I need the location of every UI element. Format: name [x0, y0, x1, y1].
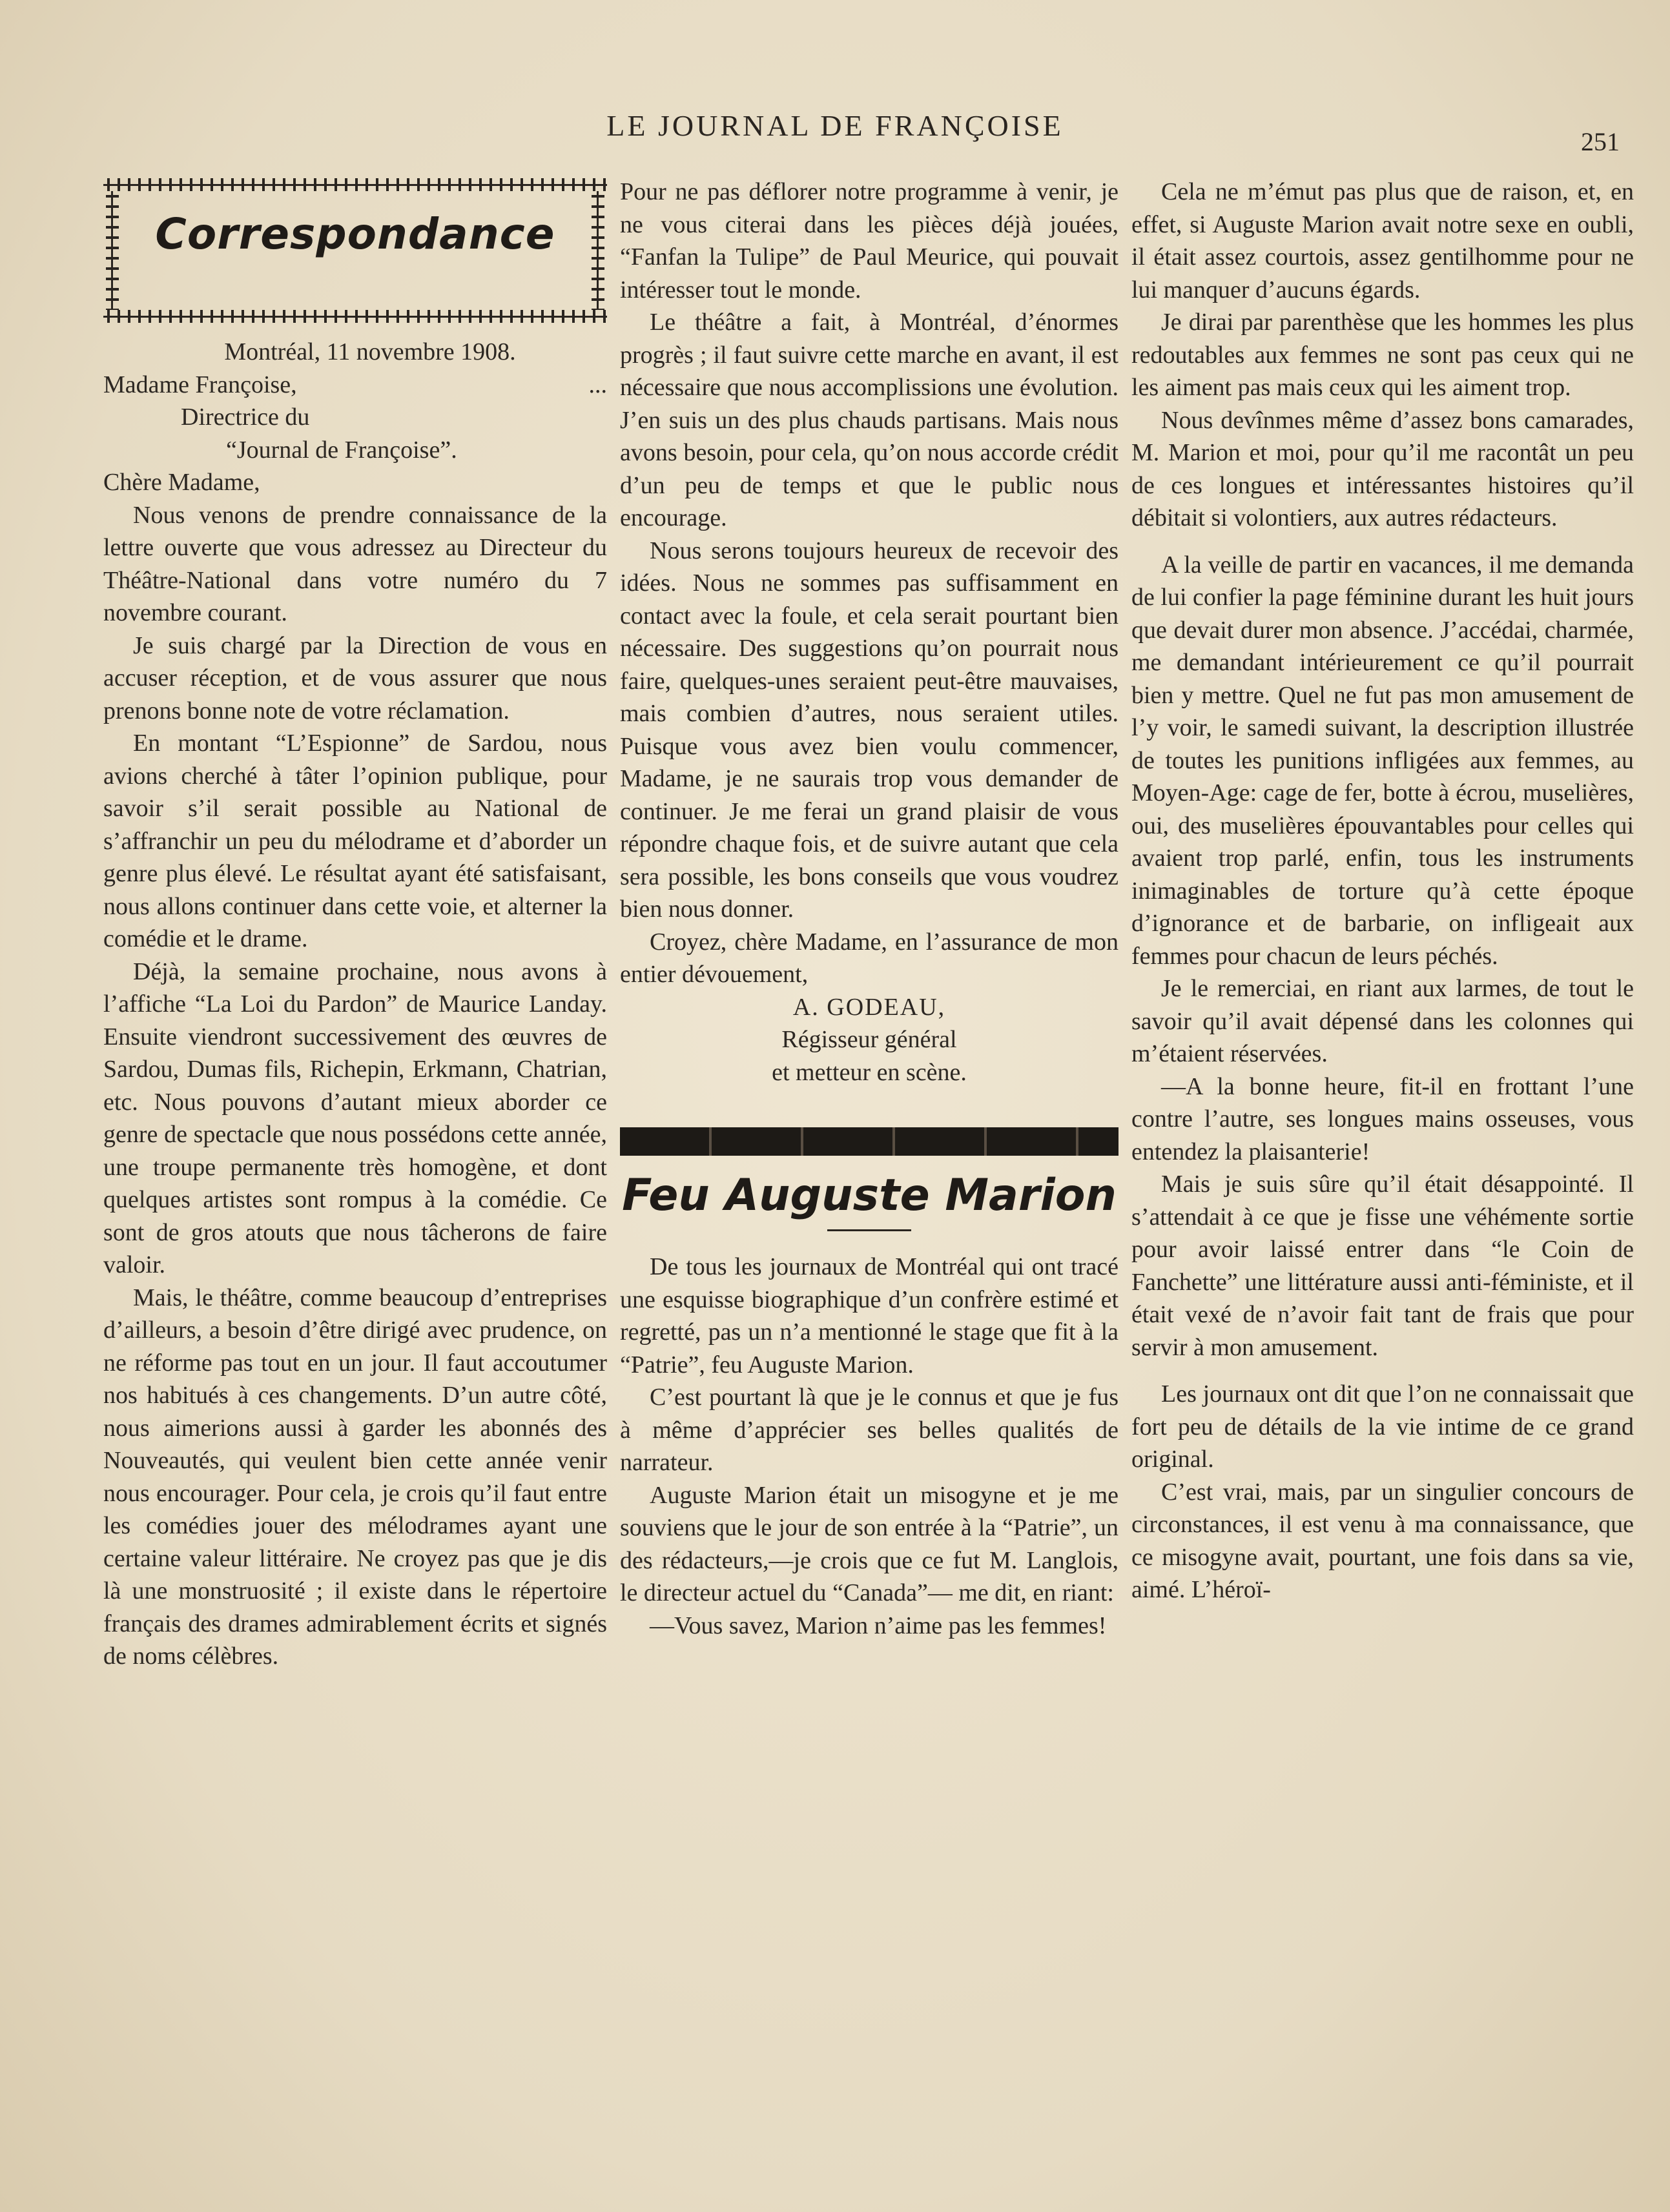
letter-paragraph: Mais, le théâtre, comme beaucoup d’entreprises d’ailleurs, a besoin d’être dirigé avec prudence, on ne réforme pas tout en un jour. Il faut accoutumer nos habitués à ces changements. D’un autre côté, nous aimerions aussi à garder les abonnés des Nouveautés, qui veulent bien cette année venir nous encourager. Pour cela, je crois qu’il faut entre les comédies jouer des mélodrames ayant une certaine valeur littéraire. Ne croyez pas que je dis là une monstruosité ; il existe dans le répertoire français des drames admirablement écrits et signés de noms célèbres. — [103, 1284, 607, 1670]
article-paragraph: Je le remerciai, en riant aux larmes, de tout le savoir qu’il avait dépensé dans les colonnes qui m’étaient réservées. — [1131, 975, 1634, 1067]
signature-title-1: Régisseur général — [781, 1026, 957, 1053]
ellipsis-mark: ... — [588, 371, 607, 398]
page-number: 251 — [1581, 127, 1620, 156]
journal-title: LE JOURNAL DE FRANÇOISE — [606, 109, 1064, 142]
article-paragraph: Nous devînmes même d’assez bons camarades, M. Marion et moi, pour qu’il me racontât un peu de ces longues et intéressantes histoires qu’il débitait si volontiers, aux autres rédacteurs. — [1131, 406, 1634, 531]
article-paragraph: A la veille de partir en vacances, il me demanda de lui confier la page féminine durant les huit jours que devait durer mon absence. J’accédai, charmée, me demandant intérieurement ce qu’il pourrait bien y mettre. Quel ne fut pas mon amusement de l’y voir, le samedi suivant, la description illustrée de toutes les punitions infligées aux femmes, au Moyen-Age: cage de fer, botte à écrou, muselières, oui, des muselières épouvantables pour celles qui avaient trop parlé, enfin, tous les instruments inimaginables de torture qu’à cette époque d’ignorance et de barbarie, on infligeait aux femmes pour chacun de leurs péchés. — [1131, 551, 1634, 970]
ornamental-border-top — [103, 178, 607, 191]
letter-address-1: Madame Françoise, ... — [103, 369, 607, 402]
correspondance-heading-box — [103, 176, 607, 323]
article-paragraph: Je dirai par parenthèse que les hommes les plus redoutables aux femmes ne sont pas ceux qui ne les aiment pas mais ceux qui les aiment trop. — [1131, 309, 1634, 401]
ornamental-border-bottom — [103, 310, 607, 323]
article-paragraph: Les journaux ont dit que l’on ne connaissait que fort peu de détails de la vie intime de ce grand original. — [1131, 1380, 1634, 1473]
article-paragraph: C’est pourtant là que je le connus et que je fus à même d’apprécier ses belles qualités de narrateur. — [620, 1384, 1118, 1476]
feu-marion-heading: Feu Auguste Marion — [622, 1170, 1117, 1221]
article-paragraph: Auguste Marion était un misogyne et je me souviens que le jour de son entrée à la “Patrie”, un des rédacteurs,—je crois que ce fut M. Langlois, le directeur actuel du “Canada”— me dit, en riant: — [620, 1481, 1118, 1606]
letter-salutation: Chère Madame, — [103, 469, 260, 496]
letter-date: Montréal, 11 novembre 1908. — [224, 338, 516, 365]
correspondance-heading: Correspondance — [155, 209, 555, 259]
signature-name: A. GODEAU, — [792, 993, 946, 1021]
letter-paragraph: Pour ne pas déflorer notre programme à venir, je ne vous citerai dans les pièces déjà jouées, “Fanfan la Tulipe” de Paul Meurice, qui pouvait intéresser tout le monde. — [620, 178, 1118, 303]
letter-address-3: “Journal de Françoise”. — [226, 436, 457, 464]
column-1 — [103, 176, 607, 1673]
article-paragraph: —Vous savez, Marion n’aime pas les femmes! — [650, 1612, 1107, 1639]
heading-underline — [827, 1229, 911, 1231]
article-paragraph: —A la bonne heure, fit-il en frottant l’une contre l’autre, ses longues mains osseuses, vous entendez la plaisanterie! — [1131, 1072, 1634, 1165]
article-paragraph: C’est vrai, mais, par un singulier concours de circonstances, il est venu à ma connaissance, que ce misogyne avait, pourtant, une fois dans sa vie, aimé. L’héroï- — [1131, 1478, 1634, 1603]
letter-address-2: Directrice du — [181, 404, 310, 431]
signature-title-2: et metteur en scène. — [772, 1058, 967, 1086]
paragraph-gap — [1131, 1364, 1634, 1378]
article-paragraph: Cela ne m’émut pas plus que de raison, et, en effet, si Auguste Marion avait notre sexe en oubli, il était assez courtois, assez gentilhomme pour ne lui manquer d’aucuns égards. — [1131, 178, 1634, 303]
letter-closing: Croyez, chère Madame, en l’assurance de mon entier dévouement, — [620, 928, 1118, 988]
article-paragraph: De tous les journaux de Montréal qui ont tracé une esquisse biographique d’un confrère estimé et regretté, pas un n’a mentionné le stage que fit à la “Patrie”, feu Auguste Marion. — [620, 1253, 1118, 1378]
column-2 — [620, 176, 1118, 1642]
paragraph-gap — [1131, 535, 1634, 549]
letter-paragraph: Nous serons toujours heureux de recevoir des idées. Nous ne sommes pas suffisamment en contact avec la foule, et cela serait pourtant bien nécessaire. Des suggestions qu’on pourrait nous faire, quelques-unes seraient peut-être mauvaises, mais combien d’autres, nous seraient utiles. Puisque vous avez bien voulu commencer, Madame, je ne saurais trop vous demander de continuer. Je me ferai un grand plaisir de vous répondre chaque fois, et de suivre autant que cela sera possible, les bons conseils que vous voudrez bien nous donner. — [620, 537, 1118, 923]
letter-paragraph: Nous venons de prendre connaissance de la lettre ouverte que vous adressez au Directeur du Théâtre-National dans votre numéro du 7 novembre courant. — [103, 501, 607, 626]
letter-paragraph: Je suis chargé par la Direction de vous en accuser réception, et de vous assurer que nous prenons bonne note de votre réclamation. — [103, 631, 607, 724]
article-paragraph: Mais je suis sûre qu’il était désappointé. Il s’attendait à ce que je fisse une véhémente sortie pour avoir laissé entrer dans “le Coin de Fanchette” une littérature aussi anti-féministe, et il était vexé de n’avoir fait tant de frais que pour servir à mon amusement. — [1131, 1171, 1634, 1361]
letter-paragraph: Le théâtre a fait, à Montréal, d’énormes progrès ; il faut suivre cette marche en avant, il est nécessaire que nous accomplissions une évolution. J’en suis un des plus chauds partisans. Mais nous avons besoin, pour cela, qu’on nous accorde crédit d’un peu de temps et que le public nous encourage. — [620, 309, 1118, 531]
section-divider — [620, 1127, 1118, 1156]
column-3 — [1131, 176, 1634, 1606]
letter-paragraph: Déjà, la semaine prochaine, nous avons à l’affiche “La Loi du Pardon” de Maurice Landay. Ensuite viendront successivement des œuvres de Sardou, Dumas fils, Richepin, Erkmann, Chatrian, etc. Nous pouvons d’autant mieux aborder ce genre de spectacle que nous possédons cette année, une troupe permanente très homogène, et dont quelques artistes sont rompus à la comédie. Ce sont de gros atouts que nous tâcherons de faire valoir. — [103, 958, 607, 1278]
letter-paragraph: En montant “L’Espionne” de Sardou, nous avions cherché à tâter l’opinion publique, pour savoir s’il serait possible au National de s’affranchir un peu du mélodrame et d’aborder un genre plus élevé. Le résultat ayant été satisfaisant, nous allons continuer dans cette voie, et alterner la comédie et le drame. — [103, 730, 607, 952]
